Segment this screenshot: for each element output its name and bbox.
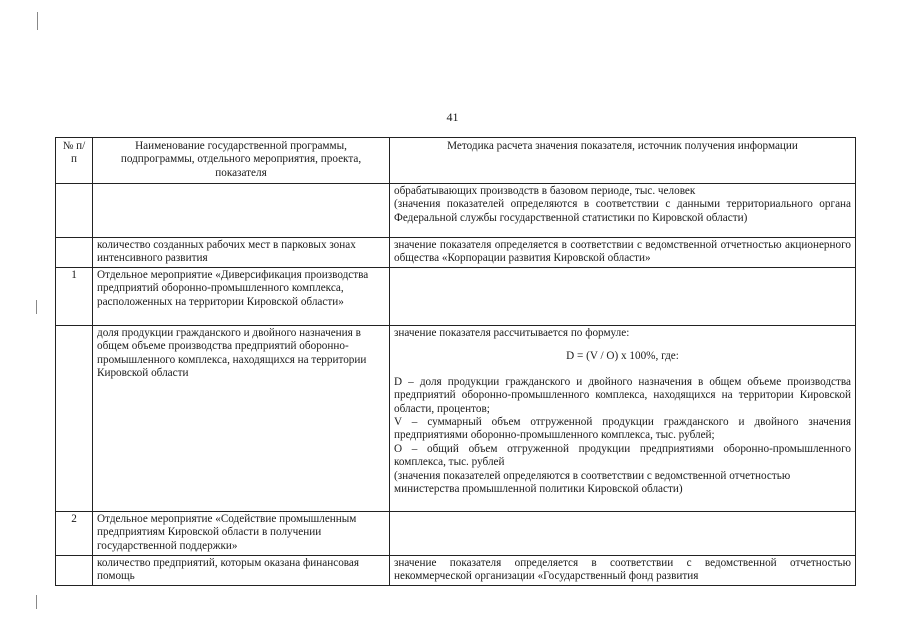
table-row [56,268,856,326]
scan-mark [36,595,37,609]
row-number: 2 [71,513,77,525]
cell-number [56,326,93,512]
indicator-name: доля продукции гражданского и двойного назначения в общем объеме производства предприятий оборонно-промышленного комплекса, находящихся на территории Кировской области [97,327,367,380]
cell-name [93,268,390,326]
header-name-text: Наименование государственной программы, подпрограммы, отдельного мероприятия, проекта, показателя [120,140,362,179]
definition-v: V – суммарный объем отгруженной продукции гражданского и двойного значения предприятиями оборонно-промышленного комплекса, тыс. рублей; [394,416,851,442]
page-number: 41 [446,110,459,124]
measure-name: Отдельное мероприятие «Диверсификация производства предприятий оборонно-промышленного комплекса, расположенных на территории Кировской области» [97,269,369,308]
header-number-text: № п/п [62,140,86,166]
header-name [93,138,390,184]
scan-mark [36,300,37,314]
cell-method [390,556,856,586]
table-row [56,238,856,268]
method-text: значение показателя определяется в соответствии с ведомственной отчетностью акционерного общества «Корпорации развития Кировской области» [394,239,851,265]
method-text: обрабатывающих производств в базовом периоде, тыс. человек [394,185,696,197]
cell-method [390,268,856,326]
cell-number [56,268,93,326]
method-source-text: (значения показателей определяются в соответствии с ведомственной отчетностью министерства промышленной политики Кировской области) [394,469,791,496]
cell-number [56,238,93,268]
cell-name [93,184,390,238]
cell-name [93,556,390,586]
cell-method [390,512,856,556]
cell-number [56,512,93,556]
table-row [56,556,856,586]
table-row [56,512,856,556]
cell-number [56,556,93,586]
header-method-text: Методика расчета значения показателя, источник получения информации [447,140,798,152]
cell-method [390,184,856,238]
row-number: 1 [71,269,77,281]
header-number [56,138,93,184]
cell-method [390,238,856,268]
table-header-row [56,138,856,184]
table-row [56,184,856,238]
cell-name [93,238,390,268]
header-method [390,138,856,184]
measure-name: Отдельное мероприятие «Содействие промышленным предприятиям Кировской области в получении государственной поддержки» [97,513,357,552]
method-intro: значение показателя рассчитывается по формуле: [394,327,630,339]
indicator-name: количество созданных рабочих мест в парковых зонах интенсивного развития [97,239,356,265]
cell-name [93,326,390,512]
method-source-text: (значения показателей определяются в соответствии с данными территориального органа Федеральной службы государственной статистики по Кировской области) [394,198,851,224]
definition-d: D – доля продукции гражданского и двойного назначения в общем объеме производства предприятий оборонно-промышленного комплекса, находящихся на территории Кировской области, процентов; [394,375,851,415]
definition-o: O – общий объем отгруженной продукции предприятиями оборонно-промышленного комплекса, тыс. рублей [394,442,851,469]
indicator-name: количество предприятий, которым оказана финансовая помощь [97,557,360,583]
scan-mark [37,12,38,30]
formula: D = (V / O) x 100%, где: [566,350,679,363]
cell-number [56,184,93,238]
cell-name [93,512,390,556]
method-text: значение показателя определяется в соответствии с ведомственной отчетностью некоммерческой организации «Государственный фонд развития [394,557,851,583]
cell-method [390,326,856,512]
indicator-table [55,137,856,586]
table-row [56,326,856,512]
